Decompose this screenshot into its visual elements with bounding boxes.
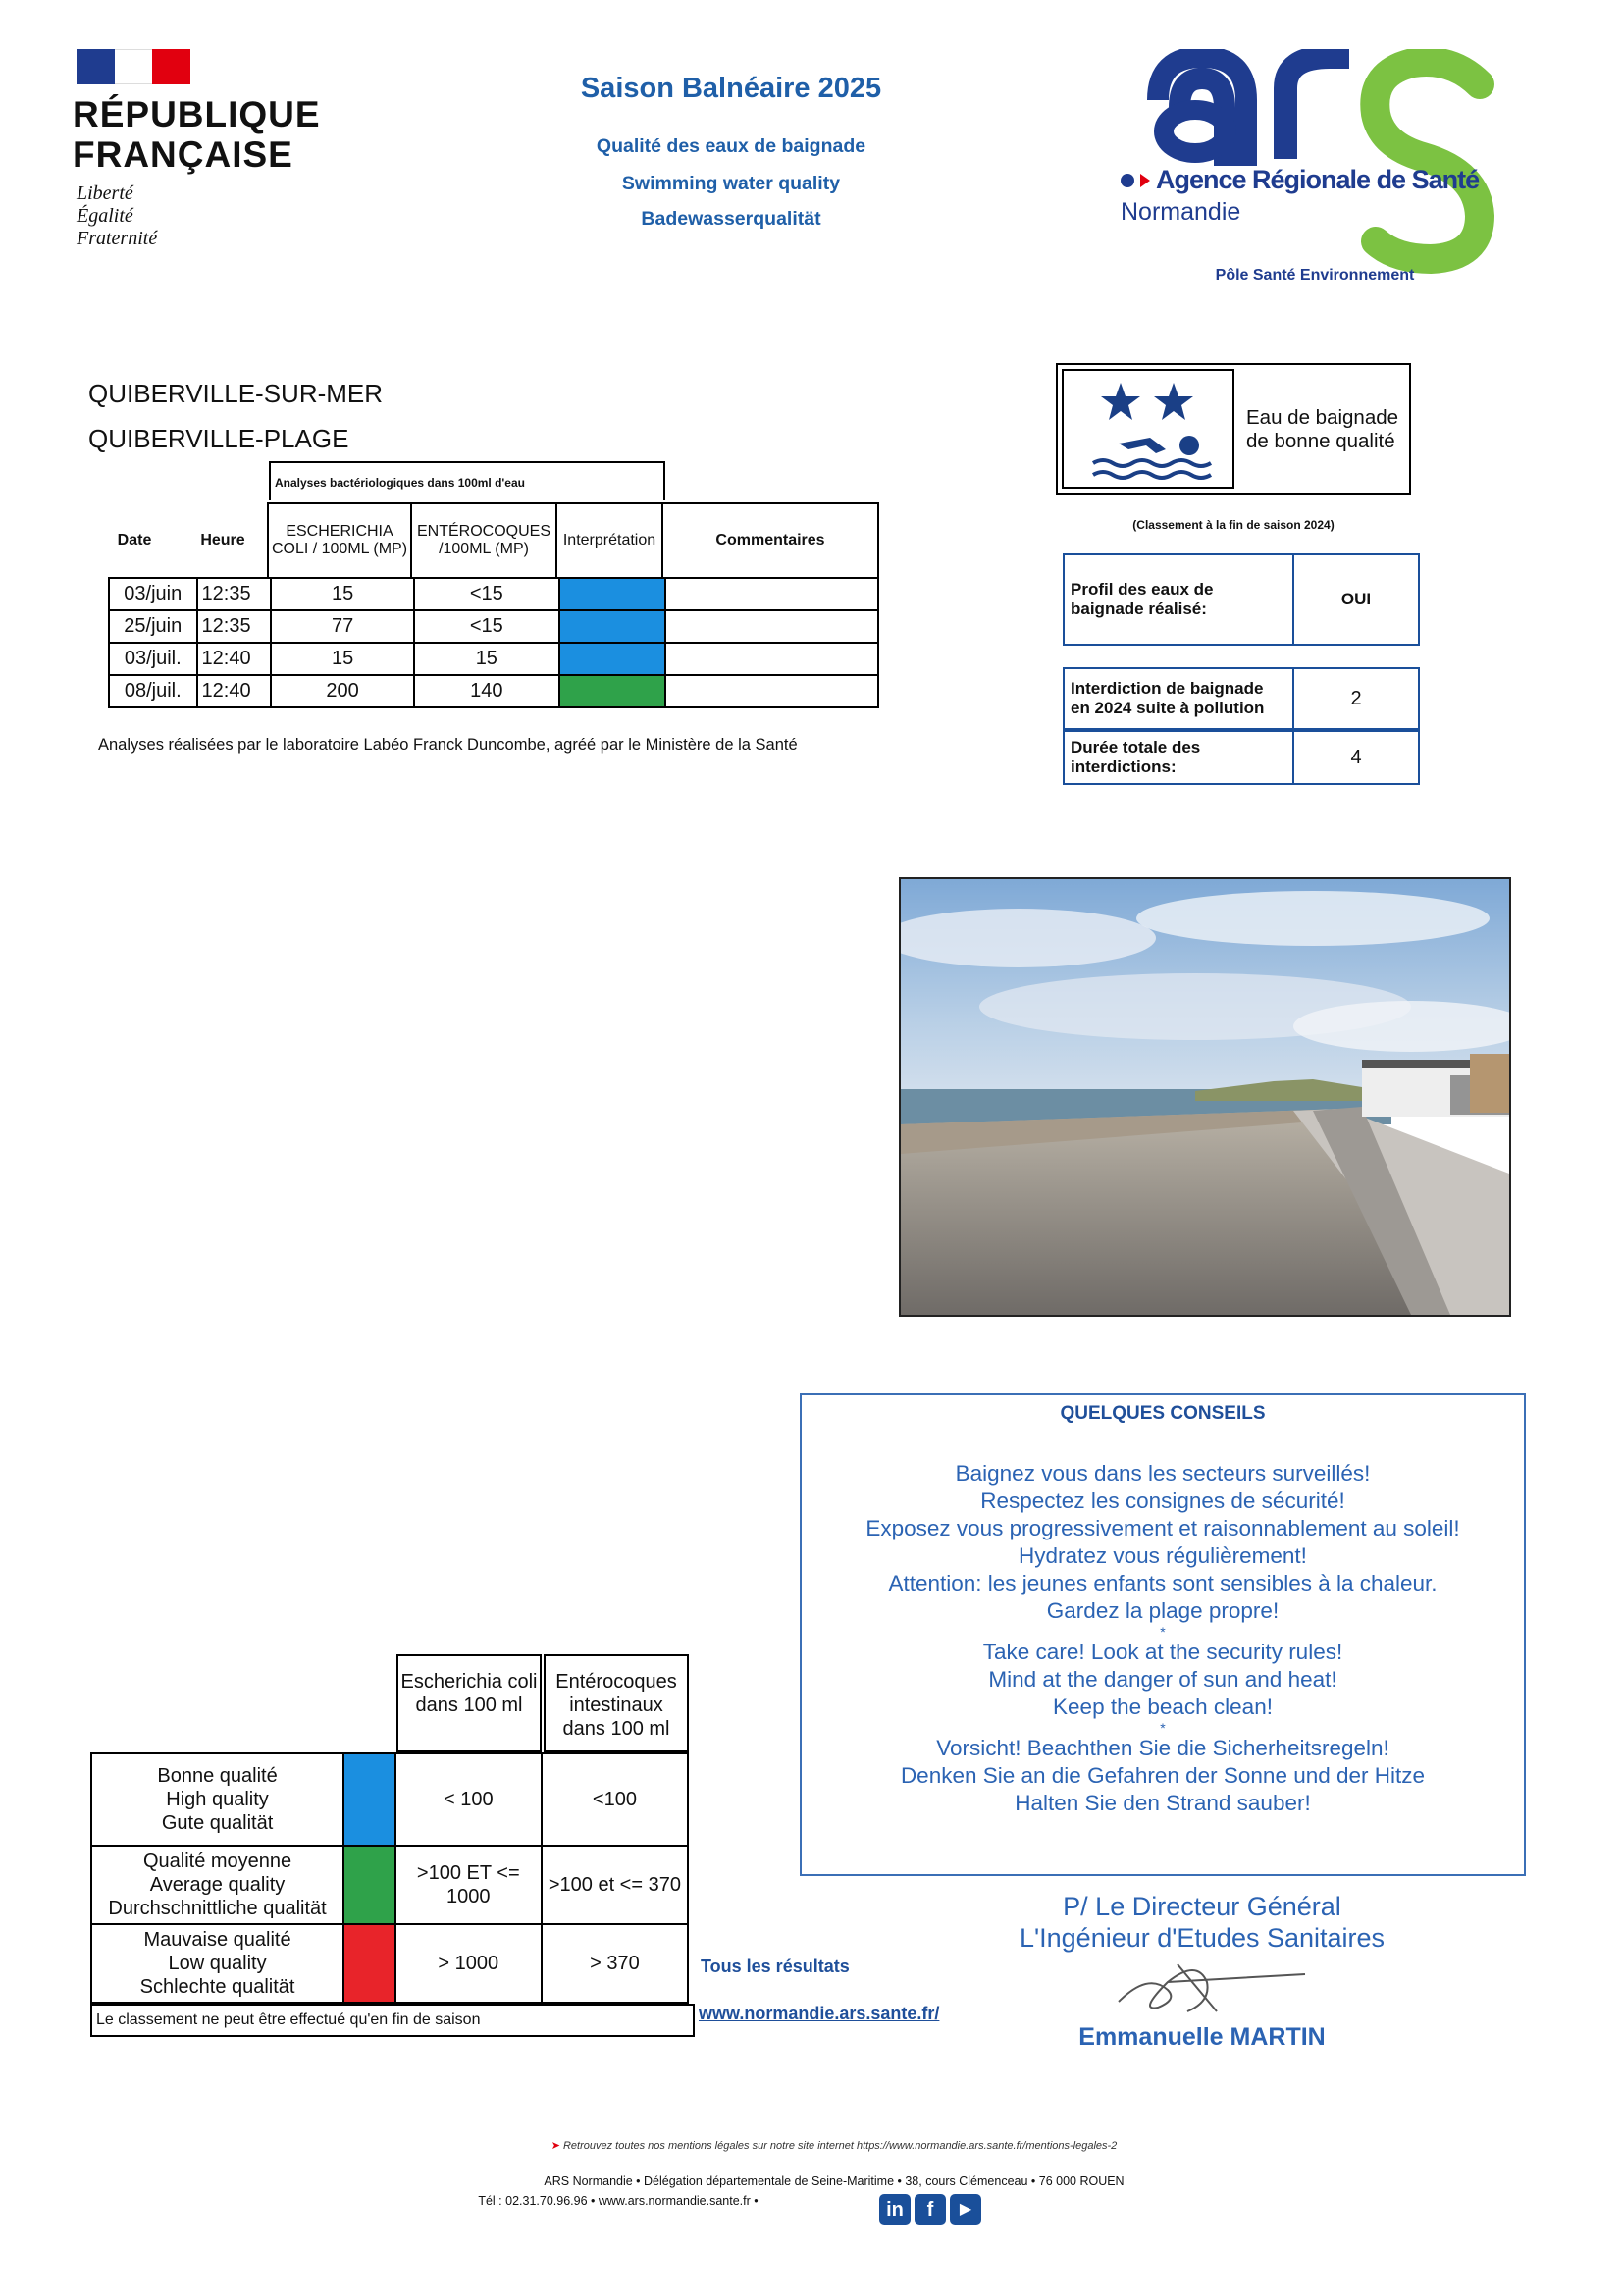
cell-entero: <15 bbox=[414, 610, 559, 643]
legend-col-ecoli: Escherichia coli dans 100 ml bbox=[396, 1654, 542, 1752]
footer-contact: Tél : 02.31.70.96.96 • www.ars.normandie.sante.fr • bbox=[478, 2194, 759, 2208]
quality-label: Eau de baignade de bonne qualité bbox=[1246, 406, 1399, 452]
col-entero: ENTÉROCOQUES /100ML (MP) bbox=[410, 502, 557, 579]
signature-role: L'Ingénieur d'Etudes Sanitaires bbox=[1019, 1923, 1386, 1953]
subtitle-de: Badewasserqualität bbox=[641, 208, 821, 230]
legend-table bbox=[90, 1752, 689, 2004]
cell-ecoli: 15 bbox=[271, 643, 414, 675]
quality-classification-box bbox=[1056, 363, 1411, 495]
results-link[interactable]: www.normandie.ars.sante.fr/ bbox=[699, 2004, 940, 2023]
season-title: Saison Balnéaire 2025 bbox=[580, 73, 882, 104]
cell-date: 25/juin bbox=[109, 610, 197, 643]
legend-entero: > 370 bbox=[542, 1924, 688, 2003]
quality-icon bbox=[1062, 369, 1234, 489]
cell-date: 08/juil. bbox=[109, 675, 197, 707]
cell-ecoli: 77 bbox=[271, 610, 414, 643]
footer-address: ARS Normandie • Délégation départementale de Seine-Maritime • 38, cours Clémenceau • 76 000 ROUEN bbox=[544, 2174, 1125, 2188]
beach-name: QUIBERVILLE-PLAGE bbox=[88, 424, 349, 453]
handwritten-signature bbox=[1109, 1953, 1325, 2021]
cell-entero: 15 bbox=[414, 643, 559, 675]
ban-box bbox=[1063, 667, 1420, 730]
table-row bbox=[109, 578, 878, 610]
facebook-icon[interactable]: f bbox=[915, 2194, 946, 2225]
cell-interpretation bbox=[559, 610, 665, 643]
col-commentaires: Commentaires bbox=[661, 502, 879, 579]
table-row bbox=[109, 643, 878, 675]
advice-box bbox=[800, 1393, 1526, 1876]
subtitle-fr: Qualité des eaux de baignade bbox=[596, 135, 866, 157]
legend-row bbox=[91, 1846, 688, 1924]
cell-interpretation bbox=[559, 578, 665, 610]
star-icon bbox=[1101, 383, 1140, 420]
cell-comment bbox=[665, 610, 878, 643]
col-heure: Heure bbox=[200, 532, 245, 548]
cell-entero: 140 bbox=[414, 675, 559, 707]
duration-label: Durée totale des interdictions: bbox=[1064, 731, 1293, 784]
cell-ecoli: 200 bbox=[271, 675, 414, 707]
lab-note: Analyses réalisées par le laboratoire Labéo Franck Duncombe, agréé par le Ministère de la Santé bbox=[98, 736, 798, 754]
legend-label: Qualité moyenne Average quality Durchschnittliche qualität bbox=[91, 1846, 343, 1924]
pole-sante: Pôle Santé Environnement bbox=[1215, 267, 1415, 284]
cell-interpretation bbox=[559, 675, 665, 707]
legend-label: Mauvaise qualité Low quality Schlechte qualität bbox=[91, 1924, 343, 2003]
arrow-icon: ➤ bbox=[550, 2140, 560, 2152]
youtube-icon[interactable]: ▶ bbox=[950, 2194, 981, 2225]
profile-label: Profil des eaux de baignade réalisé: bbox=[1064, 554, 1293, 645]
col-date: Date bbox=[117, 532, 152, 548]
results-label: Tous les résultats bbox=[701, 1957, 850, 1976]
legend-col-entero: Entérocoques intestinaux dans 100 ml bbox=[544, 1654, 689, 1752]
legend-note: Le classement ne peut être effectué qu'en fin de saison bbox=[90, 2004, 695, 2037]
advice-title: QUELQUES CONSEILS bbox=[1060, 1403, 1266, 1424]
ars-logo bbox=[1119, 49, 1511, 275]
cell-comment bbox=[665, 675, 878, 707]
signature-title: P/ Le Directeur Général bbox=[1063, 1892, 1341, 1921]
cell-date: 03/juil. bbox=[109, 643, 197, 675]
beach-photo bbox=[899, 877, 1511, 1317]
cell-date: 03/juin bbox=[109, 578, 197, 610]
republique-francaise-logo bbox=[77, 49, 190, 84]
legend-entero: >100 et <= 370 bbox=[542, 1846, 688, 1924]
star-icon bbox=[1154, 383, 1193, 420]
republique-francaise-title: RÉPUBLIQUE FRANÇAISE bbox=[73, 94, 321, 175]
legend-entero: <100 bbox=[542, 1753, 688, 1846]
advice-french: Baignez vous dans les secteurs surveillés! Respectez les consignes de sécurité! Exposez vous progressivement et raisonnablement au soleil! Hydratez vous régulièrement! Attention: les jeunes enfants sont sensibles à la chaleur. Gardez la plage propre! * Take care! Look at the security rules! Mind at the danger of sun and heat! Keep the beach clean! * Vorsicht! Beachthen Sie die Sicherheitsregeln! Denken Sie an die Gefahren der Sonne und der Hitze Halten Sie den Strand sauber! bbox=[865, 1461, 1460, 1815]
cell-ecoli: 15 bbox=[271, 578, 414, 610]
ban-value: 2 bbox=[1293, 668, 1419, 729]
cell-heure: 12:35 bbox=[197, 578, 272, 610]
cell-entero: <15 bbox=[414, 578, 559, 610]
analyses-group-header: Analyses bactériologiques dans 100ml d'eau bbox=[269, 461, 665, 500]
duration-value: 4 bbox=[1293, 731, 1419, 784]
footer-legal: ➤ Retrouvez toutes nos mentions légales sur notre site internet https://www.normandie.ars.sante.fr/mentions-legales-2 bbox=[550, 2140, 1118, 2152]
cell-heure: 12:40 bbox=[197, 643, 272, 675]
cell-heure: 12:40 bbox=[197, 675, 272, 707]
legend-color bbox=[343, 1846, 395, 1924]
legend-color bbox=[343, 1753, 395, 1846]
col-ecoli: ESCHERICHIA COLI / 100ML (MP) bbox=[267, 502, 412, 579]
profile-value: OUI bbox=[1293, 554, 1419, 645]
duration-box bbox=[1063, 730, 1420, 785]
cell-comment bbox=[665, 643, 878, 675]
legend-ecoli: < 100 bbox=[395, 1753, 542, 1846]
legend-label: Bonne qualité High quality Gute qualität bbox=[91, 1753, 343, 1846]
cell-comment bbox=[665, 578, 878, 610]
table-row bbox=[109, 610, 878, 643]
agency-region: Normandie bbox=[1121, 198, 1241, 226]
legend-color bbox=[343, 1924, 395, 2003]
legend-row bbox=[91, 1924, 688, 2003]
classification-note: (Classement à la fin de saison 2024) bbox=[1132, 518, 1335, 532]
commune-name: QUIBERVILLE-SUR-MER bbox=[88, 379, 384, 408]
legend-ecoli: >100 ET <= 1000 bbox=[395, 1846, 542, 1924]
legend-ecoli: > 1000 bbox=[395, 1924, 542, 2003]
signatory-name: Emmanuelle MARTIN bbox=[1078, 2023, 1326, 2051]
cell-interpretation bbox=[559, 643, 665, 675]
subtitle-en: Swimming water quality bbox=[621, 173, 841, 194]
ban-label: Interdiction de baignade en 2024 suite à pollution bbox=[1064, 668, 1293, 729]
legend-row bbox=[91, 1753, 688, 1846]
cell-heure: 12:35 bbox=[197, 610, 272, 643]
linkedin-icon[interactable]: in bbox=[879, 2194, 911, 2225]
analyses-table bbox=[108, 577, 879, 708]
table-row bbox=[109, 675, 878, 707]
agency-name: Agence Régionale de Santé bbox=[1156, 165, 1480, 194]
col-interpretation: Interprétation bbox=[555, 502, 663, 579]
profile-box bbox=[1063, 553, 1420, 646]
republique-motto: Liberté Égalité Fraternité bbox=[77, 183, 158, 249]
